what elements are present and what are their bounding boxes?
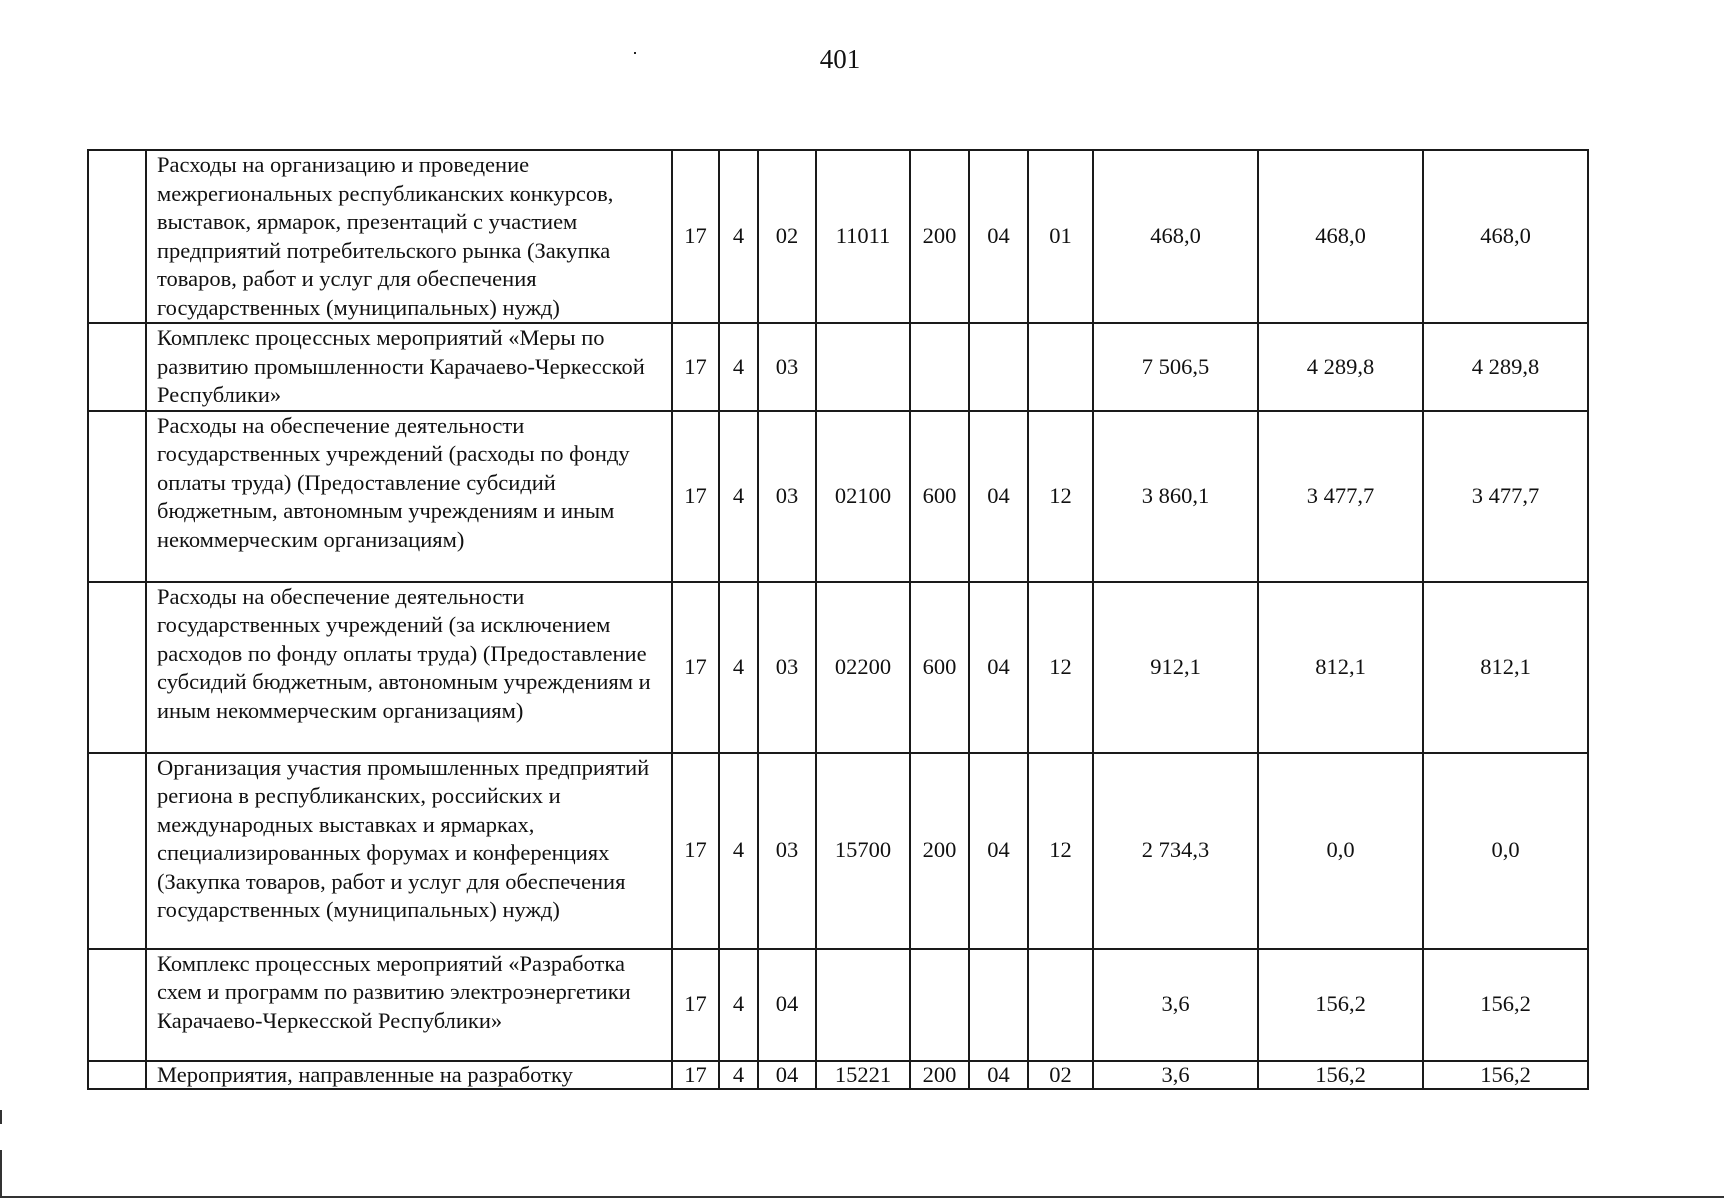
row-name-cell: Комплекс процессных мероприятий «Разработка схем и программ по развитию электроэнергетики Карачаево-Черкесской Республики» bbox=[146, 949, 672, 1061]
code-subsection-cell bbox=[1028, 323, 1093, 411]
table-row bbox=[88, 1061, 1588, 1089]
amount-year1-cell: 3 860,1 bbox=[1093, 411, 1258, 582]
code-section-cell: 04 bbox=[969, 753, 1028, 949]
code-direction-cell: 02100 bbox=[816, 411, 910, 582]
code-admin-cell: 17 bbox=[672, 323, 719, 411]
code-section-cell: 04 bbox=[969, 582, 1028, 753]
code-type-cell: 4 bbox=[719, 582, 758, 753]
amount-year1-cell: 2 734,3 bbox=[1093, 753, 1258, 949]
code-expense-type-cell: 200 bbox=[910, 150, 969, 323]
code-subsection-cell: 12 bbox=[1028, 753, 1093, 949]
code-expense-type-cell bbox=[910, 949, 969, 1061]
code-subsection-cell bbox=[1028, 949, 1093, 1061]
code-direction-cell bbox=[816, 323, 910, 411]
code-admin-cell: 17 bbox=[672, 1061, 719, 1089]
code-subsection-cell: 12 bbox=[1028, 582, 1093, 753]
row-number-cell bbox=[88, 582, 146, 753]
amount-year2-cell: 4 289,8 bbox=[1258, 323, 1423, 411]
scan-edge-mark bbox=[0, 1150, 2, 1196]
code-direction-cell: 15700 bbox=[816, 753, 910, 949]
code-section-cell: 04 bbox=[969, 1061, 1028, 1089]
row-number-cell bbox=[88, 411, 146, 582]
row-number-cell bbox=[88, 753, 146, 949]
budget-table bbox=[87, 149, 1589, 1090]
row-number-cell bbox=[88, 323, 146, 411]
table-body bbox=[88, 150, 1588, 1089]
code-type-cell: 4 bbox=[719, 323, 758, 411]
amount-year2-cell: 812,1 bbox=[1258, 582, 1423, 753]
code-direction-cell: 02200 bbox=[816, 582, 910, 753]
scan-bottom-edge bbox=[0, 1196, 1724, 1198]
code-program-cell: 03 bbox=[758, 411, 816, 582]
amount-year2-cell: 0,0 bbox=[1258, 753, 1423, 949]
table-row bbox=[88, 949, 1588, 1061]
scan-mark bbox=[634, 52, 636, 54]
amount-year3-cell: 0,0 bbox=[1423, 753, 1588, 949]
amount-year3-cell: 156,2 bbox=[1423, 1061, 1588, 1089]
code-admin-cell: 17 bbox=[672, 582, 719, 753]
code-type-cell: 4 bbox=[719, 949, 758, 1061]
code-direction-cell: 15221 bbox=[816, 1061, 910, 1089]
amount-year1-cell: 3,6 bbox=[1093, 949, 1258, 1061]
table-row bbox=[88, 411, 1588, 582]
code-admin-cell: 17 bbox=[672, 753, 719, 949]
row-number-cell bbox=[88, 1061, 146, 1089]
table-row bbox=[88, 150, 1588, 323]
row-name-cell: Мероприятия, направленные на разработку bbox=[146, 1061, 672, 1089]
amount-year3-cell: 468,0 bbox=[1423, 150, 1588, 323]
amount-year3-cell: 3 477,7 bbox=[1423, 411, 1588, 582]
page-number: 401 bbox=[819, 44, 861, 74]
code-admin-cell: 17 bbox=[672, 411, 719, 582]
row-name-cell: Расходы на обеспечение деятельности государственных учреждений (за исключением расходов по фонду оплаты труда) (Предоставление субсидий бюджетным, автономным учреждениям и иным некоммерческим организациям) bbox=[146, 582, 672, 753]
code-type-cell: 4 bbox=[719, 411, 758, 582]
code-admin-cell: 17 bbox=[672, 150, 719, 323]
code-type-cell: 4 bbox=[719, 150, 758, 323]
row-name-cell: Комплекс процессных мероприятий «Меры по развитию промышленности Карачаево-Черкесской Республики» bbox=[146, 323, 672, 411]
scan-edge-mark bbox=[0, 1110, 2, 1124]
code-expense-type-cell: 200 bbox=[910, 1061, 969, 1089]
amount-year3-cell: 4 289,8 bbox=[1423, 323, 1588, 411]
amount-year2-cell: 156,2 bbox=[1258, 1061, 1423, 1089]
code-type-cell: 4 bbox=[719, 753, 758, 949]
code-expense-type-cell: 600 bbox=[910, 582, 969, 753]
code-expense-type-cell bbox=[910, 323, 969, 411]
code-program-cell: 04 bbox=[758, 1061, 816, 1089]
amount-year3-cell: 812,1 bbox=[1423, 582, 1588, 753]
code-type-cell: 4 bbox=[719, 1061, 758, 1089]
table-row bbox=[88, 323, 1588, 411]
code-direction-cell: 11011 bbox=[816, 150, 910, 323]
row-name-cell: Расходы на организацию и проведение межрегиональных республиканских конкурсов, выставок, ярмарок, презентаций с участием предприятий потребительского рынка (Закупка товаров, работ и услуг для обеспечения государственных (муниципальных) нужд) bbox=[146, 150, 672, 323]
code-direction-cell bbox=[816, 949, 910, 1061]
amount-year1-cell: 7 506,5 bbox=[1093, 323, 1258, 411]
code-program-cell: 03 bbox=[758, 753, 816, 949]
code-section-cell: 04 bbox=[969, 150, 1028, 323]
amount-year1-cell: 912,1 bbox=[1093, 582, 1258, 753]
row-number-cell bbox=[88, 150, 146, 323]
code-expense-type-cell: 600 bbox=[910, 411, 969, 582]
code-program-cell: 03 bbox=[758, 323, 816, 411]
code-program-cell: 03 bbox=[758, 582, 816, 753]
code-section-cell bbox=[969, 323, 1028, 411]
code-program-cell: 04 bbox=[758, 949, 816, 1061]
amount-year1-cell: 468,0 bbox=[1093, 150, 1258, 323]
code-subsection-cell: 01 bbox=[1028, 150, 1093, 323]
amount-year2-cell: 156,2 bbox=[1258, 949, 1423, 1061]
amount-year2-cell: 468,0 bbox=[1258, 150, 1423, 323]
code-subsection-cell: 12 bbox=[1028, 411, 1093, 582]
code-subsection-cell: 02 bbox=[1028, 1061, 1093, 1089]
code-expense-type-cell: 200 bbox=[910, 753, 969, 949]
table-row bbox=[88, 753, 1588, 949]
row-name-cell: Расходы на обеспечение деятельности государственных учреждений (расходы по фонду оплаты труда) (Предоставление субсидий бюджетным, автономным учреждениям и иным некоммерческим организациям) bbox=[146, 411, 672, 582]
code-section-cell bbox=[969, 949, 1028, 1061]
row-number-cell bbox=[88, 949, 146, 1061]
code-admin-cell: 17 bbox=[672, 949, 719, 1061]
amount-year1-cell: 3,6 bbox=[1093, 1061, 1258, 1089]
amount-year3-cell: 156,2 bbox=[1423, 949, 1588, 1061]
row-name-cell: Организация участия промышленных предприятий региона в республиканских, российских и международных выставках и ярмарках, специализированных форумах и конференциях (Закупка товаров, работ и услуг для обеспечения государственных (муниципальных) нужд) bbox=[146, 753, 672, 949]
code-section-cell: 04 bbox=[969, 411, 1028, 582]
table-row bbox=[88, 582, 1588, 753]
amount-year2-cell: 3 477,7 bbox=[1258, 411, 1423, 582]
code-program-cell: 02 bbox=[758, 150, 816, 323]
